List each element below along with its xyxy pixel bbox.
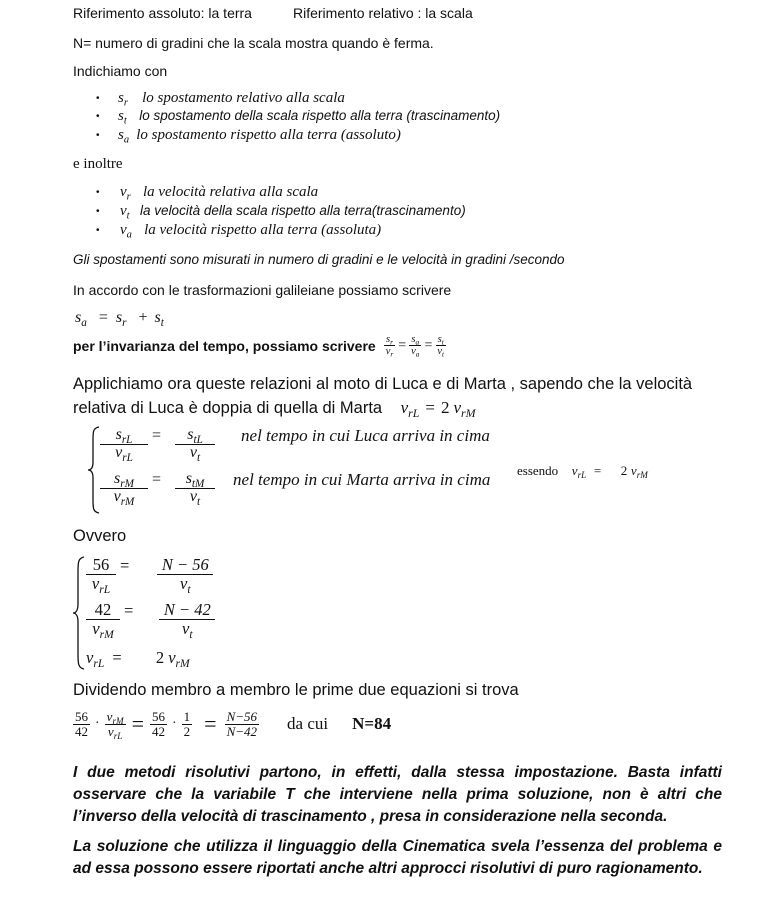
list-item: $s_r$ lo spostamento relativo alla scala	[118, 90, 345, 109]
and-also: e inoltre	[73, 156, 123, 172]
system1-row-2: $\frac{s_{rM}}{v_{rM}}$ = $\frac{s_{tM}}{v_t}$ nel tempo in cui Marta arriva in cima	[100, 470, 490, 506]
bullet-icon: •	[96, 187, 100, 198]
apply-text-line-1: Applichiamo ora queste relazioni al moto di Luca e di Marta , sapendo che la velocità	[73, 375, 693, 393]
result-equation: $\frac{56}{42}$ · $\frac{v_{rM}}{v_{rL}}$ = $\frac{56}{42}$ · $\frac{1}{2}$ = $\frac{N-56}{N-42}$ da cui N=84	[75, 709, 392, 741]
ovvero-label: Ovvero	[73, 527, 127, 545]
list-item: $s_t$ lo spostamento della scala rispetto alla terra (trascinamento)	[118, 108, 501, 127]
bullet-icon: •	[96, 93, 100, 104]
da-cui-label: da cui	[287, 714, 329, 734]
result-answer: N=84	[352, 714, 392, 734]
list-item: $s_a$ lo spostamento rispetto alla terra (assoluto)	[118, 127, 401, 146]
symbol: $s_r$	[118, 90, 128, 109]
invariance-line: per l’invarianza del tempo, possiamo scrivere $\frac{s_r}{v_r}$ = $\frac{s_a}{v_a}$ = $\frac{s_t}{v_t}$	[73, 334, 445, 359]
left-brace-icon	[72, 556, 86, 670]
list-item: $v_r$ la velocità relativa alla scala	[120, 184, 319, 203]
left-brace-icon	[87, 426, 101, 514]
indicate-with: Indichiamo con	[73, 63, 168, 79]
system1-condition: essendo $v_{rL} = 2$ $v_{rM}$	[517, 463, 648, 481]
units-note: Gli spostamenti sono misurati in numero di gradini e le velocità in gradini /secondo	[73, 252, 565, 267]
system1-row-1: $\frac{s_{rL}}{v_{rL}}$ = $\frac{s_{tL}}{v_t}$ nel tempo in cui Luca arriva in cima	[100, 426, 490, 462]
apply-text-line-2: relativa di Luca è doppia di quella di Marta $v_{rL} = 2$ $v_{rM}$	[73, 398, 476, 421]
divide-text: Dividendo membro a membro le prime due equazioni si trova	[73, 681, 519, 699]
bullet-icon: •	[96, 225, 100, 236]
conclusion-paragraph-1: I due metodi risolutivi partono, in effetti, dalla stessa impostazione. Basta infatti osservare che la variabile T che interviene nella prima soluzione, non è altri che l’inverso della velocità di trascinamento , presa in considerazione nella seconda.	[73, 764, 722, 825]
apply-equation: $v_{rL} = 2$ $v_{rM}$	[400, 398, 476, 421]
invariance-equation: $\frac{s_r}{v_r}$ = $\frac{s_a}{v_a}$ = $\frac{s_t}{v_t}$	[385, 334, 445, 359]
n-definition: N= numero di gradini che la scala mostra quando è ferma.	[73, 35, 434, 51]
system2-row-2: $\frac{42}{v_{rM}}$ = $\frac{N - 42}{v_t}$	[86, 601, 215, 637]
system2-row-1: $\frac{56}{v_{rL}}$ = $\frac{N - 56}{v_t}$	[86, 556, 213, 592]
galilean-equation: $s_a = s_r + s_t$	[75, 309, 164, 329]
conclusion-paragraph-2: La soluzione che utilizza il linguaggio della Cinematica svela l’essenza del problema e ad essa possono essere riportati anche altri approcci risolutivi di puro ragionamento.	[73, 838, 722, 877]
system2-row-3: $v_{rL} = 2$ $v_{rM}$	[86, 648, 190, 671]
list-item: $v_a$ la velocità rispetto alla terra (assoluta)	[120, 222, 382, 241]
absolute-reference-label: Riferimento assoluto: la terra	[73, 5, 252, 21]
relative-reference-label: Riferimento relativo : la scala	[293, 5, 473, 21]
bullet-icon: •	[96, 111, 100, 122]
bullet-icon: •	[96, 130, 100, 141]
bullet-icon: •	[96, 206, 100, 217]
list-item: $v_t$ la velocità della scala rispetto alla terra(trascinamento)	[120, 203, 466, 222]
galilean-intro: In accordo con le trasformazioni galileiane possiamo scrivere	[73, 282, 452, 298]
